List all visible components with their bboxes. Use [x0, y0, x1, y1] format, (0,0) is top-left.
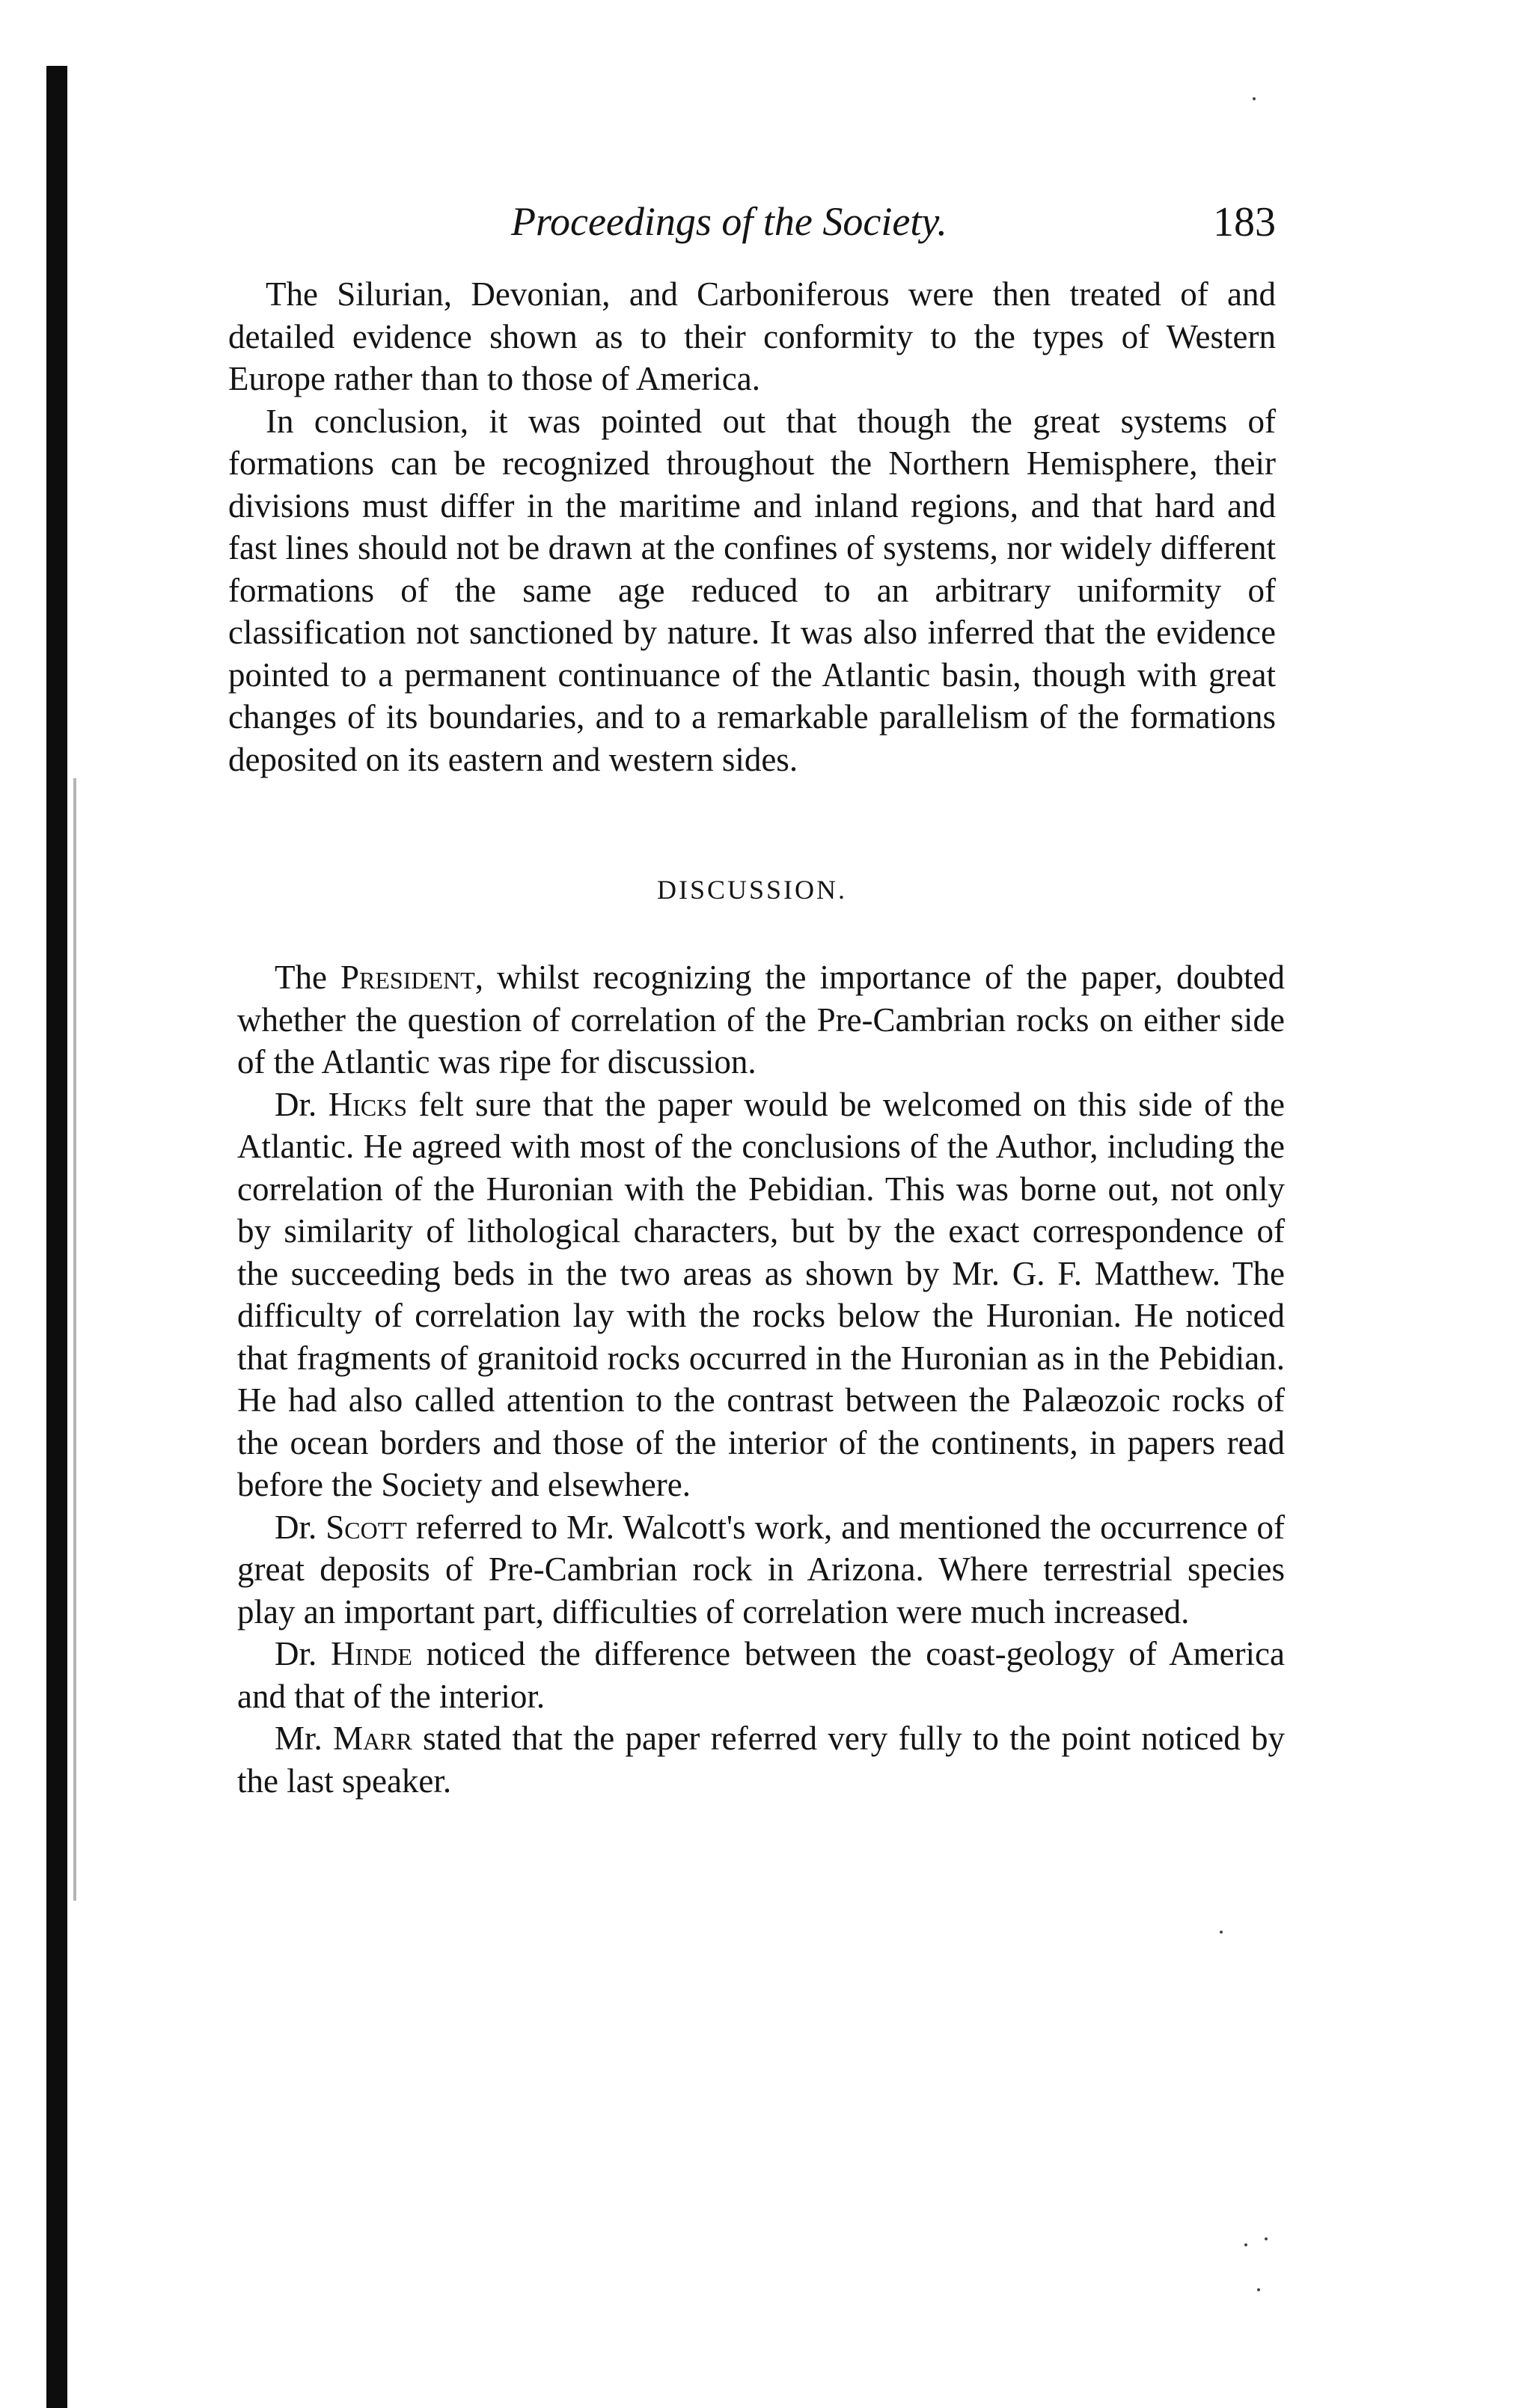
paragraph-silurian: The Silurian, Devonian, and Carboniferous were then treated of and detailed evidence shown as to their conformity to the types of Western Europe rather than to those of America.: [228, 275, 1276, 397]
page-content: [228, 198, 1286, 1802]
speaker-name: President: [340, 959, 475, 996]
speck-mark: [1253, 97, 1256, 100]
discussion-paragraph-scott: [237, 1506, 1285, 1634]
speaker-title: Dr.: [275, 1508, 326, 1546]
speck-mark: [1257, 2288, 1260, 2291]
discussion-body: [237, 956, 1285, 1802]
discussion-paragraph-marr: [237, 1717, 1285, 1802]
remark-text: stated that the paper referred very fully to the point noticed by the last speaker.: [237, 1720, 1286, 1800]
speaker-title: Dr.: [275, 1085, 328, 1123]
speaker-title: Dr.: [275, 1635, 331, 1672]
speaker-title: The: [275, 959, 341, 996]
discussion-paragraph-hinde: [237, 1633, 1285, 1717]
discussion-heading: DISCUSSION.: [656, 875, 848, 905]
remark-text: referred to Mr. Walcott's work, and mentioned the occurrence of great deposits of Pre-Cambrian rock in Arizona. Where terrestrial species play an important part, difficulties of correlation were much increased.: [237, 1508, 1286, 1631]
speck-mark: [1220, 1931, 1223, 1934]
speck-mark: [1244, 2243, 1247, 2246]
speaker-name: Hicks: [328, 1085, 408, 1123]
discussion-paragraph-hicks: [237, 1084, 1285, 1506]
remark-text: noticed the difference between the coast-geology of America and that of the interior.: [237, 1635, 1286, 1715]
speaker-name: Marr: [333, 1720, 412, 1757]
running-title: Proceedings of the Society.: [511, 199, 947, 244]
binding-edge-shadow: [46, 66, 67, 2408]
paragraph-conclusion: In conclusion, it was pointed out that though the great systems of formations can be recognized throughout the Northern Hemisphere, their divisions must differ in the maritime and inland regions, and that hard and fast lines should not be drawn at the confines of systems, nor widely different formations of the same age reduced to an arbitrary uniformity of classification not sanctioned by nature. It was also inferred that the evidence pointed to a permanent continuance of the Atlantic basin, though with great changes of its boundaries, and to a remarkable parallelism of the formations deposited on its eastern and western sides.: [228, 402, 1276, 778]
speaker-name: Scott: [326, 1508, 407, 1546]
remark-text: felt sure that the paper would be welcomed on this side of the Atlantic. He agreed with most of the conclusions of the Author, including the correlation of the Huronian with the Pebidian. This was borne out, not only by similarity of lithological characters, but by the exact correspondence of the succeeding beds in the two areas as shown by Mr. G. F. Matthew. The difficulty of correlation lay with the rocks below the Huronian. He noticed that fragments of granitoid rocks occurred in the Huronian as in the Pebidian. He had also called attention to the contrast between the Palæozoic rocks of the ocean borders and those of the interior of the continents, in papers read before the Society and elsewhere.: [237, 1085, 1286, 1503]
binding-edge-line: [73, 778, 76, 1901]
speaker-title: Mr.: [275, 1720, 334, 1757]
speck-mark: [1265, 2237, 1268, 2240]
discussion-paragraph-president: [237, 956, 1285, 1084]
page-number: 183: [1213, 199, 1276, 245]
remark-text: , whilst recognizing the importance of the paper, doubted whether the question of correlation of the Pre-Cambrian rocks on either side of the Atlantic was ripe for discussion.: [237, 959, 1285, 1081]
speaker-name: Hinde: [331, 1635, 412, 1672]
running-head: [228, 198, 1276, 258]
